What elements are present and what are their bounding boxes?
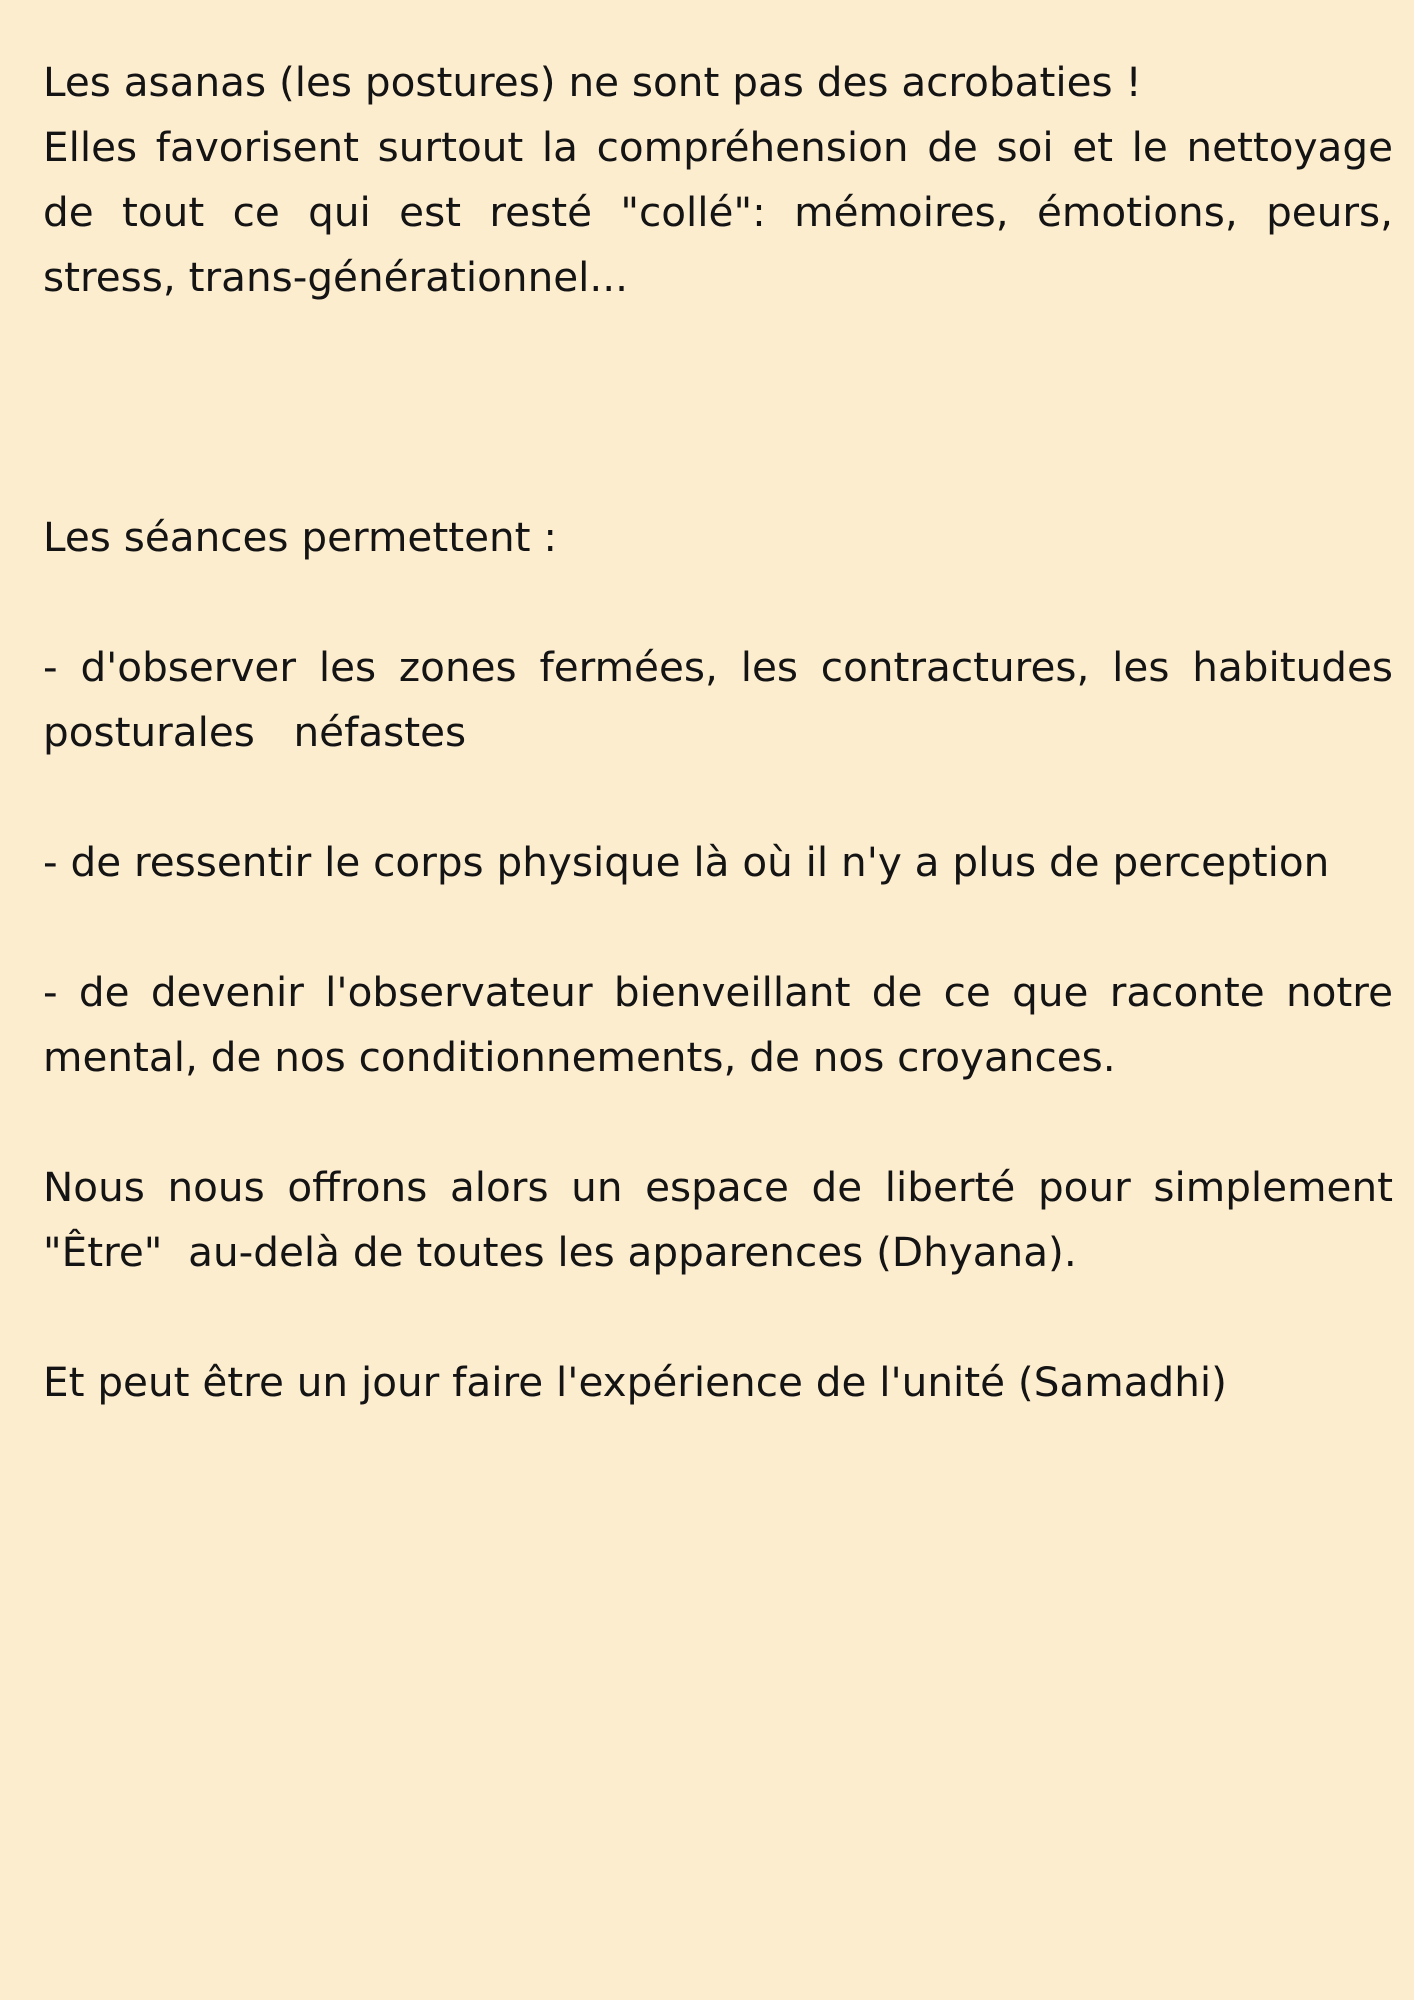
document-body xyxy=(43,50,1406,1415)
intro-paragraph: Elles favorisent surtout la compréhension de soi et le nettoyage de tout ce qui est resté "collé": mémoires, émotions, peurs, stress, trans-générationnel... xyxy=(43,123,1393,301)
seances-heading: Les séances permettent : xyxy=(43,513,558,561)
liberte-paragraph: Nous nous offrons alors un espace de liberté pour simplement "Être" au-delà de toutes les apparences (Dhyana). xyxy=(43,1163,1406,1276)
list-item-observe: - d'observer les zones fermées, les contractures, les habitudes posturales néfastes xyxy=(43,643,1406,756)
samadhi-paragraph: Et peut être un jour faire l'expérience de l'unité (Samadhi) xyxy=(43,1358,1227,1406)
list-item-observateur: - de devenir l'observateur bienveillant de ce que raconte notre mental, de nos conditionnements, de nos croyances. xyxy=(43,968,1393,1081)
list-item-ressentir: - de ressentir le corps physique là où il n'y a plus de perception xyxy=(43,838,1330,886)
intro-title-line: Les asanas (les postures) ne sont pas des acrobaties ! xyxy=(43,58,1142,106)
